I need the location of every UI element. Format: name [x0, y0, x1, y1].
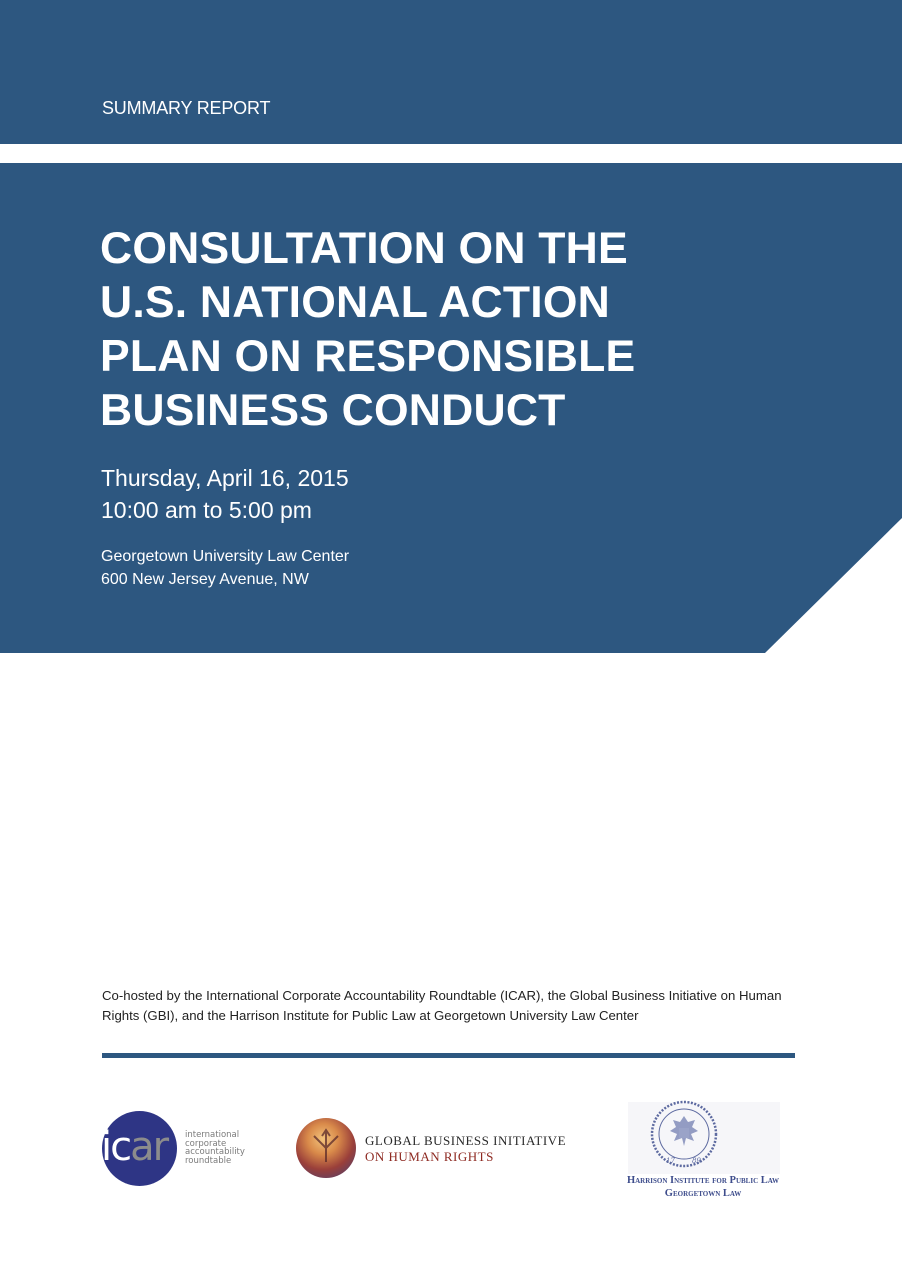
icar-tagline-line: accountability — [185, 1147, 245, 1157]
event-time: 10:00 am to 5:00 pm — [101, 497, 312, 523]
gbi-subtitle-line: ON HUMAN RIGHTS — [365, 1149, 494, 1164]
title-line: BUSINESS CONDUCT — [100, 386, 566, 435]
gbi-arrows-icon — [296, 1118, 356, 1178]
icar-wordmark — [101, 1125, 191, 1169]
icar-tagline-line: roundtable — [185, 1155, 232, 1166]
seal-year-right: 89 — [692, 1157, 701, 1165]
title-line: PLAN ON RESPONSIBLE — [100, 332, 636, 381]
header-band — [0, 0, 902, 144]
cohost-statement: Co-hosted by the International Corporate Accountability Roundtable (ICAR), the Global Business Initiative on Human Rights (GBI), and the Harrison Institute for Public Law at Georgetown University Law Center — [102, 988, 782, 1023]
harrison-institute-logo — [608, 1100, 798, 1202]
icar-logo — [102, 1111, 252, 1187]
icar-tagline-line: international — [185, 1130, 240, 1140]
icar-wordmark-accent: ar — [130, 1124, 168, 1170]
event-location — [101, 545, 349, 591]
event-address: 600 New Jersey Avenue, NW — [101, 571, 309, 588]
icar-tagline-line: corporate — [185, 1138, 227, 1149]
divider-rule — [102, 1053, 795, 1058]
title-line: CONSULTATION ON THE — [100, 224, 628, 273]
icar-wordmark-main: ic — [101, 1124, 131, 1170]
gbi-emblem-icon — [296, 1118, 356, 1178]
event-date: Thursday, April 16, 2015 — [101, 465, 349, 491]
title-line: U.S. NATIONAL ACTION — [100, 278, 610, 327]
gbi-logo — [296, 1118, 576, 1180]
gbi-name-line: GLOBAL BUSINESS INITIATIVE — [365, 1133, 567, 1148]
georgetown-seal-icon — [648, 1100, 720, 1172]
icar-tagline — [185, 1131, 245, 1165]
seal-year-left: 17 — [666, 1157, 675, 1165]
georgetown-law-name: Georgetown Law — [664, 1188, 742, 1199]
event-venue: Georgetown University Law Center — [101, 548, 350, 565]
harrison-institute-name: Harrison Institute for Public Law — [626, 1175, 780, 1186]
event-datetime — [101, 462, 349, 526]
document-title — [100, 222, 740, 438]
report-type-label: SUMMARY REPORT — [102, 98, 271, 118]
